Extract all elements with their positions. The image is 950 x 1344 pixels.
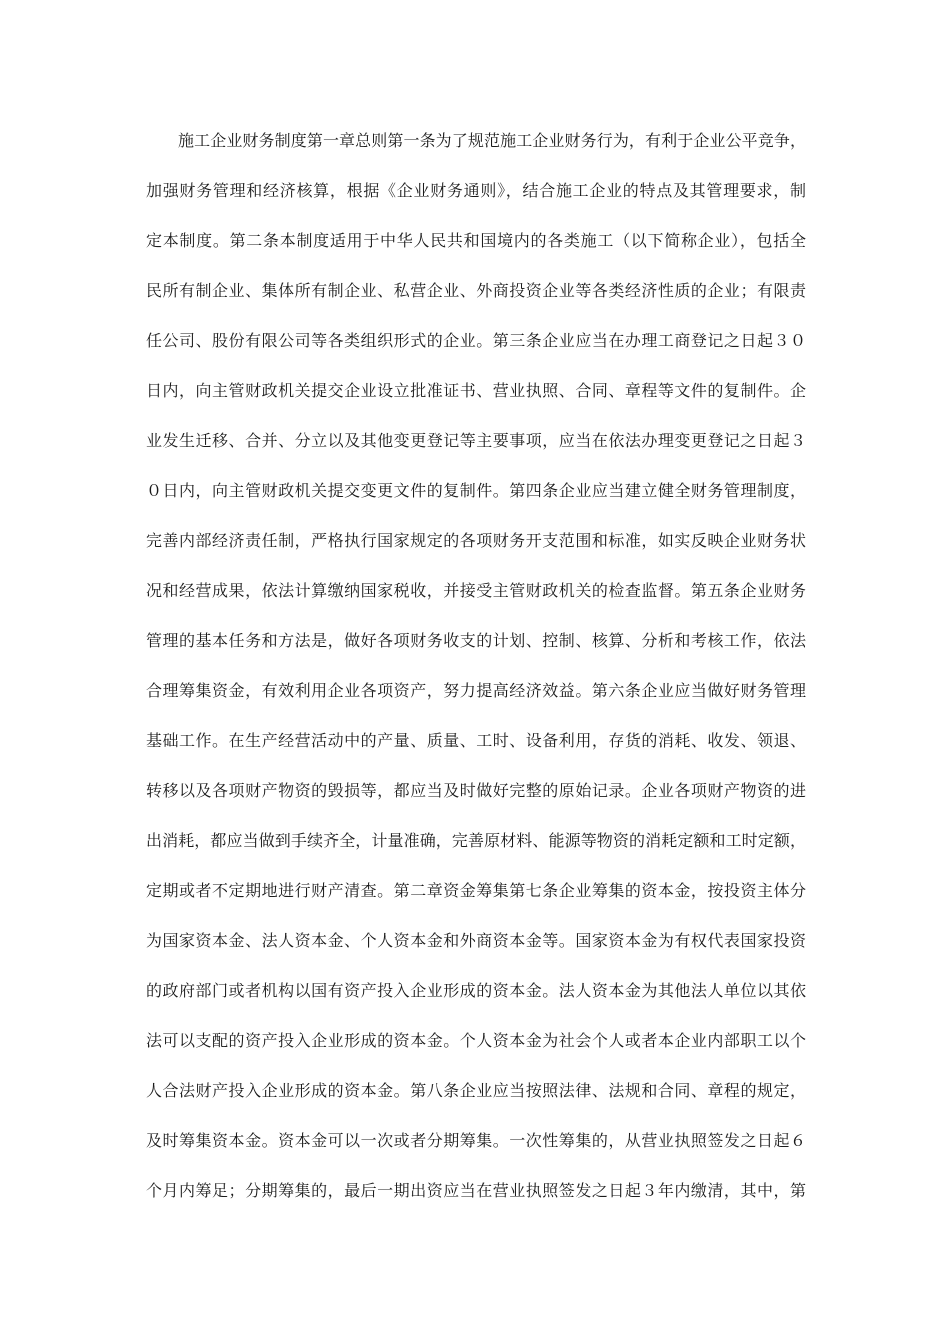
text-line: 管理的基本任务和方法是，做好各项财务收支的计划、控制、核算、分析和考核工作，依法 <box>146 631 806 650</box>
text-line: 定期或者不定期地进行财产清查。第二章资金筹集第七条企业筹集的资本金，按投资主体分 <box>146 881 806 900</box>
text-line: ０日内，向主管财政机关提交变更文件的复制件。第四条企业应当建立健全财务管理制度， <box>146 481 806 500</box>
text-line: 出消耗，都应当做到手续齐全，计量准确，完善原材料、能源等物资的消耗定额和工时定额， <box>146 831 806 850</box>
text-line: 加强财务管理和经济核算，根据《企业财务通则》，结合施工企业的特点及其管理要求，制 <box>146 181 806 200</box>
text-line: 施工企业财务制度第一章总则第一条为了规范施工企业财务行为，有利于企业公平竞争， <box>178 131 806 150</box>
text-line: 定本制度。第二条本制度适用于中华人民共和国境内的各类施工（以下简称企业），包括全 <box>146 231 806 250</box>
text-line: 业发生迁移、合并、分立以及其他变更登记等主要事项，应当在依法办理变更登记之日起３ <box>146 431 806 450</box>
text-line: 况和经营成果，依法计算缴纳国家税收，并接受主管财政机关的检查监督。第五条企业财务 <box>146 581 806 600</box>
text-line: 人合法财产投入企业形成的资本金。第八条企业应当按照法律、法规和合同、章程的规定， <box>146 1081 806 1100</box>
text-line: 合理筹集资金，有效利用企业各项资产，努力提高经济效益。第六条企业应当做好财务管理 <box>146 681 806 700</box>
text-line: 基础工作。在生产经营活动中的产量、质量、工时、设备利用，存货的消耗、收发、领退、 <box>146 731 806 750</box>
text-line: 的政府部门或者机构以国有资产投入企业形成的资本金。法人资本金为其他法人单位以其依 <box>146 981 806 1000</box>
text-line: 个月内筹足；分期筹集的，最后一期出资应当在营业执照签发之日起３年内缴清，其中，第 <box>146 1181 806 1200</box>
text-line: 及时筹集资本金。资本金可以一次或者分期筹集。一次性筹集的，从营业执照签发之日起６ <box>146 1131 806 1150</box>
text-line: 日内，向主管财政机关提交企业设立批准证书、营业执照、合同、章程等文件的复制件。企 <box>146 381 806 400</box>
text-line: 转移以及各项财产物资的毁损等，都应当及时做好完整的原始记录。企业各项财产物资的进 <box>146 781 806 800</box>
text-line: 法可以支配的资产投入企业形成的资本金。个人资本金为社会个人或者本企业内部职工以个 <box>146 1031 806 1050</box>
text-line: 完善内部经济责任制，严格执行国家规定的各项财务开支范围和标准，如实反映企业财务状 <box>146 531 806 550</box>
text-line: 为国家资本金、法人资本金、个人资本金和外商资本金等。国家资本金为有权代表国家投资 <box>146 931 806 950</box>
text-line: 民所有制企业、集体所有制企业、私营企业、外商投资企业等各类经济性质的企业；有限责 <box>146 281 806 300</box>
text-line: 任公司、股份有限公司等各类组织形式的企业。第三条企业应当在办理工商登记之日起３０ <box>146 331 806 350</box>
